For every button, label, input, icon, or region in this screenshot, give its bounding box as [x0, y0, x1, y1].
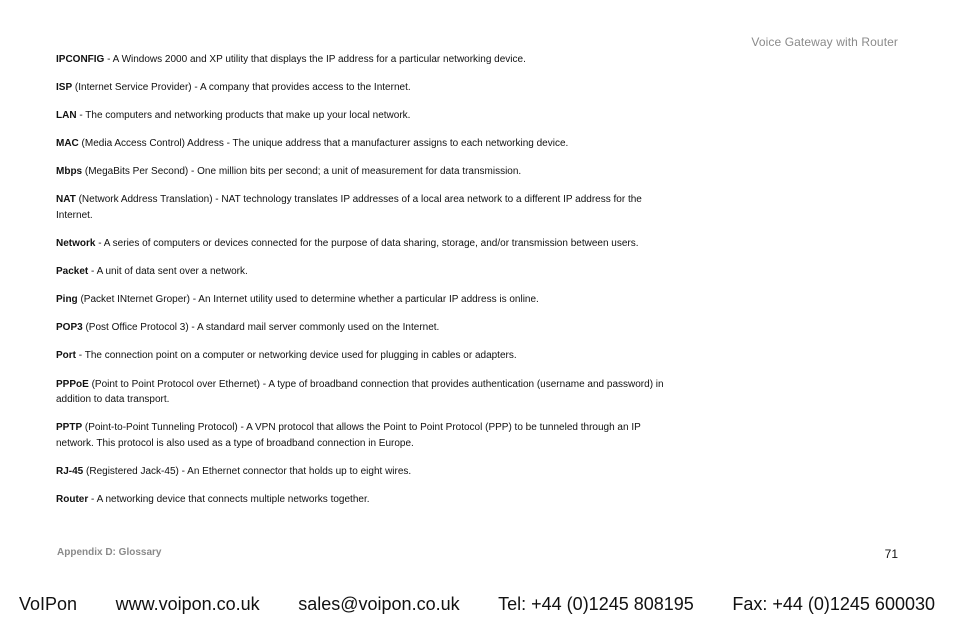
glossary-entry: [56, 52, 666, 68]
glossary-entry: [56, 320, 666, 336]
glossary-term: PPTP: [56, 422, 83, 434]
glossary-definition: - A series of computers or devices connected for the purpose of data sharing, storage, and/or transmission between users.: [95, 238, 639, 250]
glossary-entry: [56, 377, 666, 408]
glossary-term: POP3: [56, 322, 83, 334]
glossary-entry: [56, 236, 666, 252]
glossary-entry: [56, 264, 666, 280]
glossary-term: Ping: [56, 294, 78, 306]
glossary-term: PPPoE: [56, 378, 89, 390]
telephone-number: Tel: +44 (0)1245 808195: [498, 594, 694, 614]
glossary-definition: (Point-to-Point Tunneling Protocol) - A VPN protocol that allows the Point to Point Protocol (PPP) to be tunneled through an IP network. This protocol is also used as a type of broadband connection in Europe.: [56, 422, 641, 449]
glossary-term: LAN: [56, 110, 77, 122]
glossary-definition: - The computers and networking products that make up your local network.: [76, 110, 411, 122]
contact-bar: [19, 594, 935, 615]
glossary-list: [56, 52, 666, 520]
glossary-definition: (Post Office Protocol 3) - A standard mail server commonly used on the Internet.: [82, 322, 440, 334]
glossary-term: Router: [56, 493, 89, 505]
glossary-entry: [56, 420, 666, 451]
glossary-entry: [56, 292, 666, 308]
glossary-definition: - A Windows 2000 and XP utility that displays the IP address for a particular networking device.: [104, 54, 526, 65]
glossary-definition: - A networking device that connects multiple networks together.: [88, 493, 370, 505]
glossary-term: Mbps: [56, 166, 83, 178]
glossary-term: Port: [56, 350, 76, 362]
glossary-definition: - The connection point on a computer or networking device used for plugging in cables or adapters.: [76, 350, 517, 362]
glossary-definition: (Media Access Control) Address - The unique address that a manufacturer assigns to each networking device.: [78, 138, 569, 150]
glossary-entry: [56, 108, 666, 124]
glossary-entry: [56, 164, 666, 180]
page-number: 71: [884, 547, 898, 561]
glossary-entry: [56, 348, 666, 364]
glossary-term: ISP: [56, 82, 73, 94]
glossary-term: RJ-45: [56, 465, 84, 477]
glossary-definition: - A unit of data sent over a network.: [88, 266, 248, 278]
glossary-entry: [56, 492, 666, 508]
glossary-definition: (Registered Jack-45) - An Ethernet connector that holds up to eight wires.: [83, 465, 412, 477]
glossary-term: Network: [56, 238, 96, 250]
glossary-entry: [56, 136, 666, 152]
website-link[interactable]: www.voipon.co.uk: [115, 594, 260, 614]
company-name: VoIPon: [19, 594, 78, 614]
glossary-definition: (Packet INternet Groper) - An Internet utility used to determine whether a particular IP address is online.: [77, 294, 539, 306]
glossary-definition: (Network Address Translation) - NAT technology translates IP addresses of a local area network to a different IP address for the Internet.: [56, 194, 642, 221]
email-link[interactable]: sales@voipon.co.uk: [298, 594, 460, 614]
glossary-entry: [56, 80, 666, 96]
page-header-title: Voice Gateway with Router: [751, 35, 898, 49]
footer-section-title: Appendix D: Glossary: [57, 547, 162, 558]
glossary-term: Packet: [56, 266, 89, 278]
glossary-term: MAC: [56, 138, 79, 150]
glossary-term: IPCONFIG: [56, 54, 105, 65]
glossary-definition: (MegaBits Per Second) - One million bits per second; a unit of measurement for data transmission.: [82, 166, 522, 178]
glossary-definition: (Point to Point Protocol over Ethernet) - A type of broadband connection that provides authentication (username and password) in addition to data transport.: [56, 378, 664, 406]
glossary-definition: (Internet Service Provider) - A company that provides access to the Internet.: [72, 82, 411, 94]
fax-number: Fax: +44 (0)1245 600030: [732, 594, 935, 614]
glossary-term: NAT: [56, 194, 76, 206]
glossary-entry: [56, 464, 666, 480]
glossary-entry: [56, 192, 666, 223]
